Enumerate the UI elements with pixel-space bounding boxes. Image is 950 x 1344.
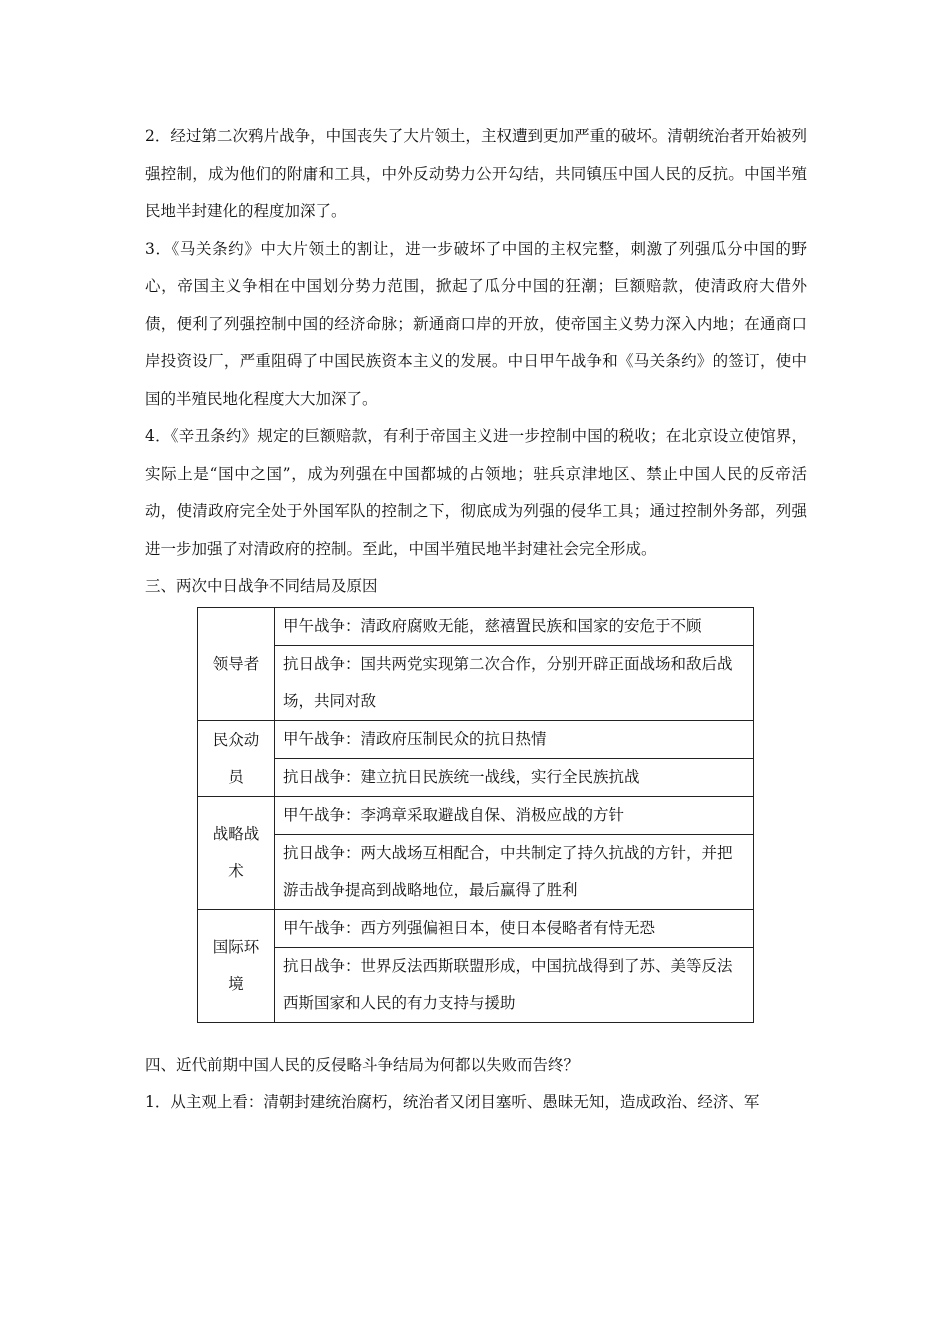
- kangri-cell: 抗日战争：建立抗日民族统一战线，实行全民族抗战: [275, 759, 754, 797]
- kangri-cell: 抗日战争：两大战场互相配合，中共制定了持久抗战的方针，并把游击战争提高到战略地位，最后赢得了胜利: [275, 835, 754, 910]
- paragraph-2: 2．经过第二次鸦片战争，中国丧失了大片领土，主权遭到更加严重的破坏。清朝统治者开始被列强控制，成为他们的附庸和工具，中外反动势力公开勾结，共同镇压中国人民的反抗。中国半殖民地半封建化的程度加深了。: [145, 127, 807, 220]
- jiawu-cell: 甲午战争：清政府腐败无能，慈禧置民族和国家的安危于不顾: [275, 608, 754, 646]
- comparison-table: [197, 607, 754, 1023]
- spacer: [145, 1023, 807, 1047]
- category-cell: 民众动员: [198, 721, 275, 797]
- table-row: [198, 759, 754, 797]
- jiawu-cell: 甲午战争：清政府压制民众的抗日热情: [275, 721, 754, 759]
- category-cell: 战略战术: [198, 797, 275, 910]
- paragraph-4: 4．《辛丑条约》规定的巨额赔款，有利于帝国主义进一步控制中国的税收；在北京设立使馆界，实际上是“国中之国”，成为列强在中国都城的占领地；驻兵京津地区、禁止中国人民的反帝活动，使清政府完全处于外国军队的控制之下，彻底成为列强的侵华工具；通过控制外务部，列强进一步加强了对清政府的控制。至此，中国半殖民地半封建社会完全形成。: [145, 427, 807, 558]
- category-cell: 领导者: [198, 608, 275, 721]
- table-row: [198, 910, 754, 948]
- jiawu-cell: 甲午战争：李鸿章采取避战自保、消极应战的方针: [275, 797, 754, 835]
- table-row: [198, 948, 754, 1023]
- table-row: [198, 608, 754, 646]
- section-4-paragraph-1: 1．从主观上看：清朝封建统治腐朽，统治者又闭目塞听、愚昧无知，造成政治、经济、军: [145, 1093, 760, 1111]
- table-row: [198, 797, 754, 835]
- document-page: [145, 118, 807, 1122]
- jiawu-cell: 甲午战争：西方列强偏袒日本，使日本侵略者有恃无恐: [275, 910, 754, 948]
- section-3-heading: 三、两次中日战争不同结局及原因: [145, 577, 378, 595]
- table-row: [198, 835, 754, 910]
- paragraph-3: 3．《马关条约》中大片领土的割让，进一步破坏了中国的主权完整，刺激了列强瓜分中国的野心，帝国主义争相在中国划分势力范围，掀起了瓜分中国的狂潮；巨额赔款，使清政府大借外债，便利了列强控制中国的经济命脉；新通商口岸的开放，使帝国主义势力深入内地；在通商口岸投资设厂，严重阻碍了中国民族资本主义的发展。中日甲午战争和《马关条约》的签订，使中国的半殖民地化程度大大加深了。: [145, 239, 807, 408]
- table-row: [198, 721, 754, 759]
- section-4-heading: 四、近代前期中国人民的反侵略斗争结局为何都以失败而告终？: [145, 1056, 580, 1074]
- table-row: [198, 646, 754, 721]
- category-cell: 国际环境: [198, 910, 275, 1023]
- kangri-cell: 抗日战争：世界反法西斯联盟形成，中国抗战得到了苏、美等反法西斯国家和人民的有力支持与援助: [275, 948, 754, 1023]
- kangri-cell: 抗日战争：国共两党实现第二次合作，分别开辟正面战场和敌后战场，共同对敌: [275, 646, 754, 721]
